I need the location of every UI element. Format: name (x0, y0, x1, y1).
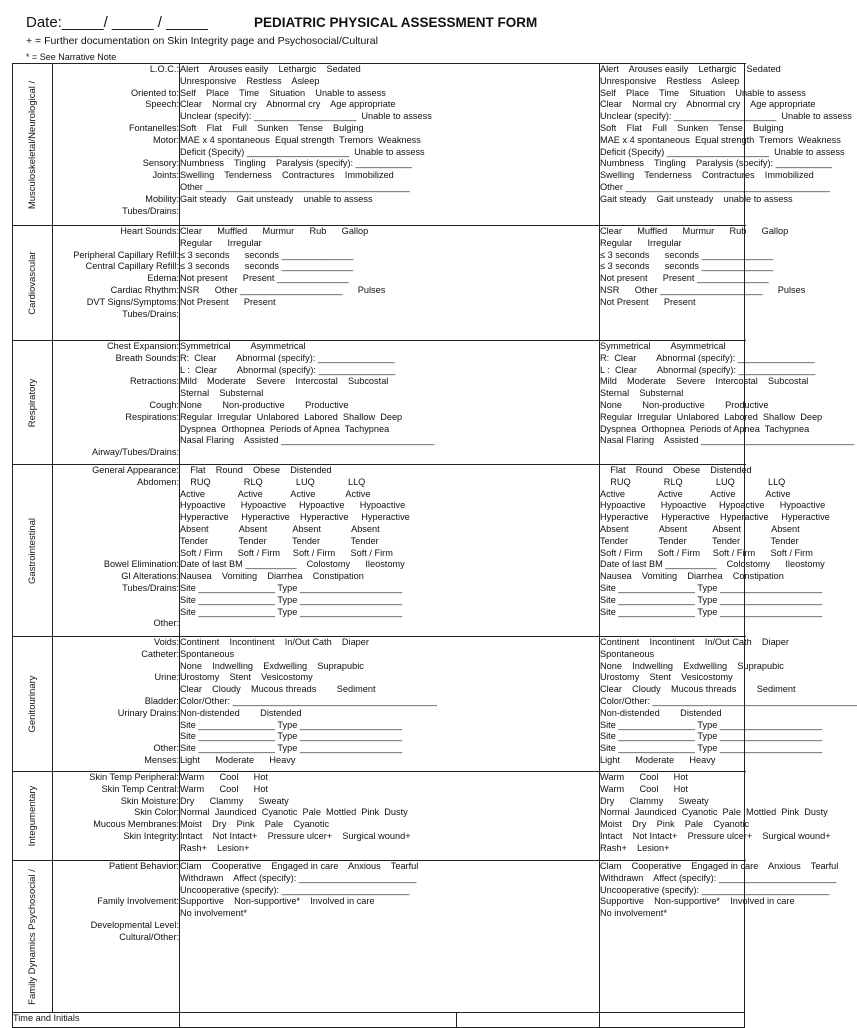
option-line[interactable]: None Non-productive Productive (180, 399, 349, 410)
field-label: Heart Sounds: (120, 226, 179, 236)
option-line[interactable]: No involvement* (180, 908, 247, 919)
option-line[interactable]: Not present Present ______________ (180, 273, 349, 284)
field-label (53, 885, 179, 897)
field-labels (53, 226, 180, 341)
option-line[interactable]: NSR Other ____________________ Pulses (180, 284, 386, 295)
option-line[interactable]: Swelling Tenderness Contractures Immobilized (600, 170, 814, 181)
field-label: Respirations: (125, 411, 179, 422)
option-line[interactable]: Continent Incontinent In/Out Cath Diaper (180, 637, 369, 647)
assessment-1-cell[interactable] (180, 341, 600, 465)
field-label: Airway/Tubes/Drains: (92, 447, 179, 458)
field-label: Cardiac Rhythm: (110, 284, 179, 295)
option-line[interactable]: Date of last BM __________ Colostomy Ileostomy (180, 559, 405, 570)
option-line[interactable] (600, 618, 744, 630)
option-line[interactable]: Site _______________ Type ____________________ (180, 743, 403, 754)
field-labels (53, 772, 180, 861)
system-cell (13, 64, 53, 226)
field-label: Chest Expansion: (106, 341, 179, 351)
option-line[interactable]: Withdrawn Affect (specify): _______________________ (180, 872, 417, 883)
field-label: L.O.C.: (149, 64, 179, 74)
system-row (13, 637, 745, 772)
field-label: Catheter: (141, 648, 179, 659)
option-line[interactable]: Moist Dry Pink Pale Cyanotic (180, 819, 330, 830)
system-row (13, 226, 745, 341)
option-line[interactable]: None Non-productive Productive (600, 399, 769, 410)
field-label: Urine: (154, 672, 179, 683)
field-label (53, 500, 179, 512)
option-line[interactable]: Mild Moderate Severe Intercostal Subcostal (180, 376, 389, 387)
field-label (53, 908, 179, 920)
option-line[interactable]: Urostomy Stent Vesicostomy (180, 672, 313, 683)
option-line[interactable]: None Indwelling Exdwelling Suprapubic (180, 660, 364, 671)
option-line[interactable]: ≤ 3 seconds seconds ______________ (180, 261, 354, 272)
field-label (53, 843, 179, 855)
option-line[interactable]: L : Clear Abnormal (specify): _______________ (600, 364, 816, 375)
field-label: Tubes/Drains: (122, 205, 179, 216)
option-line[interactable]: Soft / Firm Soft / Firm Soft / Firm Soft / Firm (180, 547, 393, 558)
field-labels (53, 465, 180, 637)
form-title: PEDIATRIC PHYSICAL ASSESSMENT FORM (254, 15, 538, 30)
field-label: Menses: (144, 754, 179, 765)
assessment-2-cell[interactable] (600, 226, 806, 341)
option-line[interactable]: Alert Arouses easily Lethargic Sedated (180, 64, 361, 74)
system-row (13, 341, 745, 465)
field-label (53, 388, 179, 400)
option-line[interactable]: No involvement* (600, 908, 667, 919)
field-label: Skin Moisture: (120, 795, 179, 806)
field-label: Other: (153, 743, 179, 754)
option-line[interactable]: Numbness Tingling Paralysis (specify): ___________ (180, 158, 412, 169)
option-line[interactable]: Dyspnea Orthopnea Periods of Apnea Tachypnea (600, 423, 810, 434)
assessment-2-cell[interactable] (600, 341, 855, 465)
field-labels (53, 341, 180, 465)
field-label (53, 238, 179, 250)
option-line[interactable]: Clear Cloudy Mucous threads Sediment (600, 684, 796, 695)
system-label: Genitourinary (26, 675, 38, 733)
option-line[interactable]: Regular Irregular (180, 237, 262, 248)
option-line[interactable]: Rash+ Lesion+ (600, 842, 670, 853)
option-line[interactable] (180, 920, 599, 932)
option-line[interactable]: Sternal Substernal (180, 388, 264, 399)
field-label (53, 536, 179, 548)
option-line[interactable]: Regular Irregular (600, 237, 682, 248)
field-label: Retractions: (129, 376, 179, 387)
option-line[interactable]: Uncooperative (specify): _________________________ (600, 884, 830, 895)
field-label: Cough: (149, 399, 179, 410)
option-line[interactable]: Mild Moderate Severe Intercostal Subcostal (600, 376, 809, 387)
field-label: Sensory: (142, 158, 179, 169)
time-initials-label: Time and Initials (13, 1013, 180, 1028)
option-line[interactable]: ≤ 3 seconds seconds ______________ (600, 261, 774, 272)
assessment-2-cell[interactable] (600, 64, 852, 226)
option-line[interactable]: Flat Round Obese Distended (180, 465, 332, 475)
option-line[interactable]: Not Present Present (180, 296, 276, 307)
option-line[interactable]: Light Moderate Heavy (600, 754, 716, 765)
narrative-note-legend: * = See Narrative Note (26, 52, 117, 62)
time-cell-2[interactable] (600, 1013, 745, 1028)
field-label: Developmental Level: (90, 919, 179, 930)
field-label: Skin Color: (134, 807, 179, 818)
option-line[interactable]: Moist Dry Pink Pale Cyanotic (600, 819, 750, 830)
field-label: Voids: (153, 637, 179, 647)
date-field[interactable]: Date:_____/ _____ / _____ (26, 14, 208, 31)
option-line[interactable]: L : Clear Abnormal (specify): _______________ (180, 364, 396, 375)
assessment-table (12, 63, 857, 1028)
option-line[interactable]: Clear Muffled Murmur Rub Gallop (180, 226, 369, 236)
field-label: Joints: (152, 170, 179, 181)
field-label: DVT Signs/Symptoms: (86, 296, 179, 307)
option-line[interactable]: Self Place Time Situation Unable to assess (180, 87, 386, 98)
option-line[interactable]: Flat Round Obese Distended (600, 465, 752, 475)
assessment-1-cell[interactable] (180, 772, 600, 861)
option-line[interactable]: Warm Cool Hot (600, 772, 688, 782)
system-cell (13, 226, 53, 341)
option-line[interactable]: Clear Normal cry Abnormal cry Age appropriate (600, 99, 816, 110)
field-label: Mucous Membranes: (93, 819, 179, 830)
option-line[interactable]: Dyspnea Orthopnea Periods of Apnea Tachypnea (180, 423, 390, 434)
option-line[interactable]: Hyperactive Hyperactive Hyperactive Hyperactive (180, 512, 410, 523)
field-label (53, 111, 179, 123)
option-line[interactable]: Sternal Substernal (600, 388, 684, 399)
field-label: Oriented to: (130, 87, 179, 98)
field-label (53, 489, 179, 501)
option-line[interactable]: None Indwelling Exdwelling Suprapubic (600, 660, 784, 671)
field-label: Patient Behavior: (109, 861, 179, 871)
option-line[interactable]: Warm Cool Hot (180, 772, 268, 782)
option-line[interactable]: Normal Jaundiced Cyanotic Pale Mottled Pink Dusty (600, 807, 828, 818)
option-line[interactable]: ≤ 3 seconds seconds ______________ (180, 249, 354, 260)
field-label (53, 731, 179, 743)
option-line[interactable]: Site _______________ Type ____________________ (600, 582, 823, 593)
option-line[interactable] (600, 920, 744, 932)
option-line[interactable]: Uncooperative (specify): _________________________ (180, 884, 410, 895)
option-line[interactable]: Light Moderate Heavy (180, 754, 296, 765)
option-line[interactable]: Tender Tender Tender Tender (180, 535, 379, 546)
field-label: Motor: (152, 134, 179, 145)
option-line[interactable]: Withdrawn Affect (specify): _______________________ (600, 872, 837, 883)
assessment-2-cell[interactable] (600, 637, 857, 772)
field-label: Cultural/Other: (119, 931, 179, 942)
field-label (53, 182, 179, 194)
option-line[interactable]: Clam Cooperative Engaged in care Anxious Tearful (600, 861, 839, 871)
option-line[interactable]: Site _______________ Type ____________________ (600, 731, 823, 742)
assessment-1-cell[interactable] (180, 861, 600, 1013)
field-label: Skin Integrity: (123, 830, 179, 841)
field-label (53, 548, 179, 560)
form-header (26, 14, 756, 64)
option-line[interactable]: Active Active Active Active (180, 488, 371, 499)
system-cell (13, 861, 53, 1013)
option-line[interactable]: Swelling Tenderness Contractures Immobilized (180, 170, 394, 181)
option-line[interactable] (600, 447, 744, 459)
field-label: Bowel Elimination: (103, 559, 179, 570)
field-label: Fontanelles: (128, 122, 179, 133)
field-label: Family Involvement: (97, 896, 179, 907)
time-cell-1[interactable] (180, 1013, 457, 1028)
field-label: Edema: (147, 273, 179, 284)
field-label (53, 147, 179, 159)
option-line[interactable]: Absent Absent Absent Absent (180, 523, 380, 534)
field-label (53, 524, 179, 536)
field-label (53, 607, 179, 619)
option-line[interactable]: Nasal Flaring Assisted ______________________________ (600, 435, 855, 446)
option-line[interactable]: ≤ 3 seconds seconds ______________ (600, 249, 774, 260)
field-label (53, 365, 179, 377)
field-label (53, 684, 179, 696)
option-line[interactable] (600, 309, 744, 321)
option-line[interactable]: Nausea Vomiting Diarrhea Constipation (180, 571, 364, 582)
field-labels (53, 637, 180, 772)
option-line[interactable]: Alert Arouses easily Lethargic Sedated (600, 64, 781, 74)
option-line[interactable]: Self Place Time Situation Unable to assess (600, 87, 806, 98)
field-label: Urinary Drains: (117, 707, 179, 718)
field-label: Mobility: (145, 193, 179, 204)
field-label: Central Capillary Refill: (85, 261, 179, 272)
assessment-2-cell[interactable] (600, 772, 831, 861)
option-line[interactable]: R: Clear Abnormal (specify): _______________ (600, 352, 815, 363)
option-line[interactable]: Dry Clammy Sweaty (600, 795, 709, 806)
field-label: Other: (153, 618, 179, 629)
further-documentation-note: + = Further documentation on Skin Integrity page and Psychosocial/Cultural (26, 35, 378, 47)
option-line[interactable]: Clam Cooperative Engaged in care Anxious Tearful (180, 861, 419, 871)
system-cell (13, 341, 53, 465)
option-line[interactable]: Site _______________ Type ____________________ (180, 582, 403, 593)
option-line[interactable]: Site _______________ Type ____________________ (180, 606, 403, 617)
option-line[interactable]: Nausea Vomiting Diarrhea Constipation (600, 571, 784, 582)
option-line[interactable]: Supportive Non-supportive* Involved in care (600, 896, 795, 907)
option-line[interactable]: Warm Cool Hot (600, 783, 688, 794)
system-row (13, 465, 745, 637)
field-label: Breath Sounds: (115, 352, 179, 363)
field-labels (53, 64, 180, 226)
option-line[interactable]: Site _______________ Type ____________________ (180, 731, 403, 742)
option-line[interactable]: Unresponsive Restless Asleep (180, 75, 320, 86)
field-label: General Appearance: (92, 465, 179, 475)
option-line[interactable]: Other ________________________________________ (600, 181, 830, 192)
option-line[interactable]: Site _______________ Type ____________________ (600, 719, 823, 730)
field-label: Tubes/Drains: (122, 308, 179, 319)
system-cell (13, 465, 53, 637)
option-line[interactable]: Regular Irregular Unlabored Labored Shallow Deep (180, 411, 403, 422)
option-line[interactable] (600, 206, 744, 218)
option-line[interactable]: Clear Muffled Murmur Rub Gallop (600, 226, 789, 236)
option-line[interactable]: Intact Not Intact+ Pressure ulcer+ Surgical wound+ (180, 830, 411, 841)
option-line[interactable]: Site _______________ Type ____________________ (600, 743, 823, 754)
option-line[interactable]: MAE x 4 spontaneous Equal strength Tremors Weakness (600, 134, 841, 145)
option-line[interactable]: Deficit (Specify) ____________________ Unable to assess (180, 146, 425, 157)
system-cell (13, 637, 53, 772)
system-label: Cardiovascular (26, 251, 38, 315)
option-line[interactable]: Warm Cool Hot (180, 783, 268, 794)
field-label: Skin Temp Peripheral: (89, 772, 179, 782)
option-line[interactable]: Not present Present ______________ (600, 273, 769, 284)
option-line[interactable]: Site _______________ Type ____________________ (180, 719, 403, 730)
field-label: Abdomen: (137, 476, 179, 487)
field-label (53, 661, 179, 673)
option-line[interactable]: Date of last BM __________ Colostomy Ileostomy (600, 559, 825, 570)
system-label: Gastrointestinal (26, 517, 38, 584)
field-label: Peripheral Capillary Refill: (73, 249, 179, 260)
field-label: Bladder: (144, 695, 179, 706)
system-row (13, 64, 745, 226)
system-row (13, 861, 745, 1013)
option-line[interactable]: RUQ RLQ LUQ LLQ (180, 476, 366, 487)
option-line[interactable] (180, 932, 599, 944)
option-line[interactable]: Regular Irregular Unlabored Labored Shallow Deep (600, 411, 823, 422)
option-line[interactable]: Site _______________ Type ____________________ (600, 594, 823, 605)
field-label (53, 595, 179, 607)
option-line[interactable]: R: Clear Abnormal (specify): _______________ (180, 352, 395, 363)
option-line[interactable]: Not Present Present (600, 296, 696, 307)
assessment-1-cell[interactable] (180, 226, 600, 341)
option-line[interactable]: Spontaneous (180, 648, 235, 659)
system-label: Respiratory (26, 378, 38, 427)
field-label: Skin Temp Central: (101, 783, 179, 794)
option-line[interactable]: MAE x 4 spontaneous Equal strength Tremors Weakness (180, 134, 421, 145)
option-line[interactable]: Symmetrical Asymmetrical (180, 341, 306, 351)
field-label: Speech: (145, 99, 179, 110)
option-line[interactable]: Site _______________ Type ____________________ (600, 606, 823, 617)
field-label (53, 76, 179, 88)
field-labels (53, 861, 180, 1013)
option-line[interactable]: Color/Other: ________________________________________ (180, 695, 437, 706)
initials-cell-1[interactable] (457, 1013, 600, 1028)
system-row (13, 772, 745, 861)
system-label: Musculoskeletal/Neurological / (26, 80, 38, 209)
option-line[interactable]: Non-distended Distended (180, 707, 302, 718)
option-line[interactable]: Clear Cloudy Mucous threads Sediment (180, 684, 376, 695)
field-label (53, 435, 179, 447)
option-line[interactable]: Normal Jaundiced Cyanotic Pale Mottled Pink Dusty (180, 807, 408, 818)
assessment-1-cell[interactable] (180, 64, 600, 226)
system-label: Family Dynamics Psychosocial / (26, 868, 38, 1005)
option-line[interactable]: Non-distended Distended (600, 707, 722, 718)
option-line[interactable]: Rash+ Lesion+ (180, 842, 250, 853)
option-line[interactable]: Unresponsive Restless Asleep (600, 75, 740, 86)
option-line[interactable]: Clear Normal cry Abnormal cry Age appropriate (180, 99, 396, 110)
option-line[interactable]: RUQ RLQ LUQ LLQ (600, 476, 786, 487)
option-line[interactable]: Gait steady Gait unsteady unable to assess (600, 193, 793, 204)
option-line[interactable]: Hypoactive Hypoactive Hypoactive Hypoactive (180, 500, 406, 511)
option-line[interactable]: Dry Clammy Sweaty (180, 795, 289, 806)
assessment-1-cell[interactable] (180, 637, 600, 772)
option-line[interactable]: Numbness Tingling Paralysis (specify): ___________ (600, 158, 832, 169)
option-line[interactable] (180, 206, 599, 218)
option-line[interactable]: Hyperactive Hyperactive Hyperactive Hyperactive (600, 512, 830, 523)
option-line[interactable]: Site _______________ Type ____________________ (180, 594, 403, 605)
option-line[interactable] (180, 447, 599, 459)
option-line[interactable]: Urostomy Stent Vesicostomy (600, 672, 733, 683)
option-line[interactable]: Soft Flat Full Sunken Tense Bulging (600, 122, 784, 133)
assessment-1-cell[interactable] (180, 465, 600, 637)
field-label: Tubes/Drains: (122, 582, 179, 593)
field-label (53, 424, 179, 436)
field-label (53, 720, 179, 732)
assessment-2-cell[interactable] (600, 465, 830, 637)
field-label (53, 512, 179, 524)
system-label: Integumentary (26, 785, 38, 847)
option-line[interactable]: Absent Absent Absent Absent (600, 523, 800, 534)
system-cell (13, 772, 53, 861)
option-line[interactable] (180, 309, 599, 321)
option-line[interactable]: Color/Other: ________________________________________ (600, 695, 857, 706)
option-line[interactable]: Unclear (specify): ____________________ Unable to assess (180, 111, 432, 122)
option-line[interactable]: Active Active Active Active (600, 488, 791, 499)
option-line[interactable]: Supportive Non-supportive* Involved in care (180, 896, 375, 907)
option-line[interactable]: Nasal Flaring Assisted ______________________________ (180, 435, 435, 446)
option-line[interactable]: Hypoactive Hypoactive Hypoactive Hypoactive (600, 500, 826, 511)
assessment-2-cell[interactable] (600, 861, 839, 1013)
option-line[interactable] (600, 932, 744, 944)
time-initials-row (13, 1013, 745, 1028)
field-label (53, 873, 179, 885)
option-line[interactable]: Intact Not Intact+ Pressure ulcer+ Surgical wound+ (600, 830, 831, 841)
option-line[interactable]: Other ________________________________________ (180, 181, 410, 192)
option-line[interactable]: Unclear (specify): ____________________ Unable to assess (600, 111, 852, 122)
option-line[interactable]: Spontaneous (600, 648, 655, 659)
option-line[interactable]: Continent Incontinent In/Out Cath Diaper (600, 637, 789, 647)
option-line[interactable]: Soft / Firm Soft / Firm Soft / Firm Soft / Firm (600, 547, 813, 558)
option-line[interactable]: Symmetrical Asymmetrical (600, 341, 726, 351)
option-line[interactable] (180, 618, 599, 630)
option-line[interactable]: Deficit (Specify) ____________________ Unable to assess (600, 146, 845, 157)
option-line[interactable]: Gait steady Gait unsteady unable to assess (180, 193, 373, 204)
field-label: GI Alterations: (121, 571, 179, 582)
option-line[interactable]: NSR Other ____________________ Pulses (600, 284, 806, 295)
option-line[interactable]: Tender Tender Tender Tender (600, 535, 799, 546)
option-line[interactable]: Soft Flat Full Sunken Tense Bulging (180, 122, 364, 133)
